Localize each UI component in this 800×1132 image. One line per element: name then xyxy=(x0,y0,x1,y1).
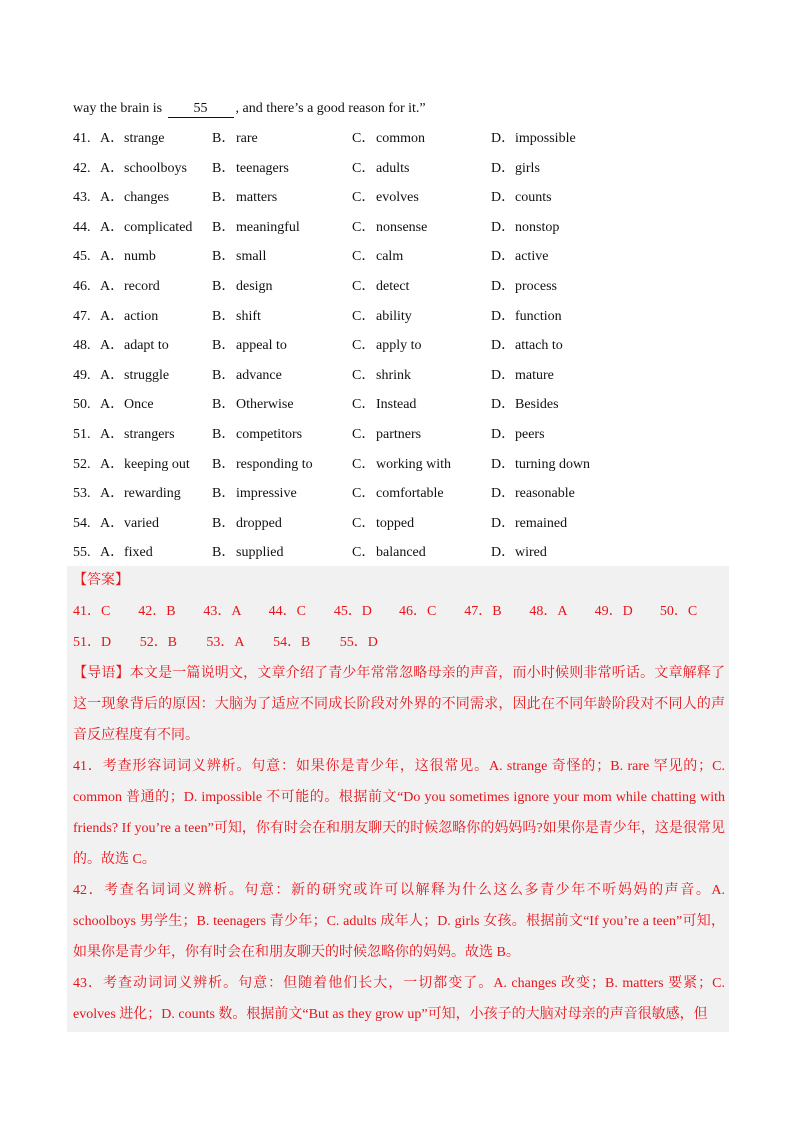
option-c xyxy=(352,361,491,391)
option-text: working with xyxy=(376,456,452,472)
option-text: shrink xyxy=(376,367,411,383)
option-text: meaningful xyxy=(236,219,300,235)
option-letter: C． xyxy=(352,545,376,561)
option-letter: D． xyxy=(491,338,516,354)
option-letter: B． xyxy=(212,278,236,294)
question-row xyxy=(73,183,729,213)
question-number: 47. xyxy=(73,308,91,324)
option-text: function xyxy=(515,308,562,324)
option-a xyxy=(100,509,212,539)
question-number: 49. xyxy=(73,367,91,383)
question-number: 44. xyxy=(73,219,91,235)
question-row xyxy=(73,331,729,361)
option-text: strange xyxy=(124,131,165,146)
option-c xyxy=(352,390,491,420)
option-letter: D． xyxy=(491,308,516,324)
question-number: 55. xyxy=(73,545,91,561)
question-section xyxy=(73,94,729,568)
option-d xyxy=(491,183,611,213)
question-number: 52. xyxy=(73,456,91,472)
answer-item: 53．A xyxy=(206,635,245,650)
option-letter: C． xyxy=(352,249,376,265)
option-d xyxy=(491,124,611,154)
option-letter: D． xyxy=(491,545,516,561)
answer-item: 43．A xyxy=(203,604,242,619)
question-row xyxy=(73,213,729,243)
option-letter: B． xyxy=(212,190,236,206)
option-a xyxy=(100,538,212,568)
option-letter: C． xyxy=(352,131,376,146)
option-a xyxy=(100,420,212,450)
explanation-42: 42．考查名词词义辨析。句意：新的研究或许可以解释为什么这么多青少年不听妈妈的声音。A. schoolboys 男学生；B. teenagers 青少年；C. adults 成年人；D. girls 女孩。根据前文“If you’re a teen”可知，如果你是青少年，你有时会在和朋友聊天的时候忽略你的妈妈。故选 B。 xyxy=(73,883,725,960)
option-text: Otherwise xyxy=(236,397,294,413)
option-text: action xyxy=(124,308,159,324)
option-d xyxy=(491,213,611,243)
option-letter: A． xyxy=(100,486,125,502)
option-text: reasonable xyxy=(515,486,575,502)
option-text: matters xyxy=(236,190,278,206)
option-letter: D． xyxy=(491,131,516,146)
option-letter: A． xyxy=(100,308,125,324)
option-c xyxy=(352,509,491,539)
option-text: attach to xyxy=(515,338,563,354)
option-c xyxy=(352,450,491,480)
option-letter: C． xyxy=(352,456,376,472)
option-text: counts xyxy=(515,190,552,206)
option-a xyxy=(100,331,212,361)
intro-text-after: , and there’s a good reason for it.” xyxy=(235,101,426,116)
option-text: balanced xyxy=(376,545,426,561)
option-letter: B． xyxy=(212,308,236,324)
question-number: 53. xyxy=(73,486,91,502)
option-text: adults xyxy=(376,160,410,176)
option-b xyxy=(212,361,352,391)
option-text: ability xyxy=(376,308,412,324)
blank-55: 55 xyxy=(168,101,234,118)
option-a xyxy=(100,154,212,184)
option-text: complicated xyxy=(124,219,193,235)
option-text: mature xyxy=(515,367,554,383)
option-d xyxy=(491,361,611,391)
option-text: teenagers xyxy=(236,160,289,176)
option-text: remained xyxy=(515,515,568,531)
option-b xyxy=(212,213,352,243)
option-text: impressive xyxy=(236,486,297,502)
option-letter: C． xyxy=(352,219,376,235)
option-c xyxy=(352,183,491,213)
guide-paragraph: 【导语】本文是一篇说明文，文章介绍了青少年常常忽略母亲的声音，而小时候则非常听话。文章解释了这一现象背后的原因：大脑为了适应不同成长阶段对外界的不同需求，因此在不同年龄阶段对不同人的声音反应程度有不同。 xyxy=(73,666,725,743)
option-a xyxy=(100,390,212,420)
option-c xyxy=(352,124,491,154)
option-letter: B． xyxy=(212,338,236,354)
option-letter: B． xyxy=(212,426,236,442)
option-a xyxy=(100,302,212,332)
option-letter: B． xyxy=(212,397,236,413)
question-number: 54. xyxy=(73,515,91,531)
option-letter: B． xyxy=(212,160,236,176)
option-text: adapt to xyxy=(124,338,169,354)
option-letter: D． xyxy=(491,249,516,265)
option-letter: A． xyxy=(100,278,125,294)
option-letter: D． xyxy=(491,456,516,472)
question-number: 42. xyxy=(73,160,91,176)
option-a xyxy=(100,361,212,391)
option-text: nonsense xyxy=(376,219,428,235)
option-text: apply to xyxy=(376,338,422,354)
option-letter: B． xyxy=(212,486,236,502)
option-c xyxy=(352,242,491,272)
question-row xyxy=(73,272,729,302)
question-row xyxy=(73,538,729,568)
answer-item: 52．B xyxy=(139,635,178,650)
answer-heading: 【答案】 xyxy=(73,573,129,588)
option-letter: B． xyxy=(212,219,236,235)
option-text: design xyxy=(236,278,273,294)
option-c xyxy=(352,154,491,184)
option-text: rare xyxy=(236,131,258,146)
option-b xyxy=(212,479,352,509)
option-a xyxy=(100,242,212,272)
question-row xyxy=(73,450,729,480)
option-letter: A． xyxy=(100,338,125,354)
option-text: common xyxy=(376,131,425,146)
option-letter: A． xyxy=(100,456,125,472)
option-text: nonstop xyxy=(515,219,560,235)
answer-item: 54．B xyxy=(273,635,311,650)
option-b xyxy=(212,390,352,420)
question-row xyxy=(73,361,729,391)
option-letter: C． xyxy=(352,338,376,354)
question-row xyxy=(73,242,729,272)
answer-item: 44．C xyxy=(268,604,306,619)
option-letter: A． xyxy=(100,545,125,561)
option-letter: B． xyxy=(212,367,236,383)
option-text: struggle xyxy=(124,367,170,383)
question-number: 43. xyxy=(73,190,91,206)
question-number: 51. xyxy=(73,426,91,442)
option-text: appeal to xyxy=(236,338,287,354)
option-letter: B． xyxy=(212,131,236,146)
option-letter: A． xyxy=(100,249,125,265)
option-d xyxy=(491,509,611,539)
option-text: Besides xyxy=(515,397,559,413)
option-letter: D． xyxy=(491,397,516,413)
answer-item: 48．A xyxy=(529,604,568,619)
option-c xyxy=(352,479,491,509)
option-letter: C． xyxy=(352,160,376,176)
option-letter: A． xyxy=(100,397,125,413)
option-text: wired xyxy=(515,545,547,561)
option-text: schoolboys xyxy=(124,160,187,176)
option-b xyxy=(212,509,352,539)
option-text: dropped xyxy=(236,515,282,531)
option-letter: A． xyxy=(100,426,125,442)
intro-line xyxy=(73,94,729,124)
option-c xyxy=(352,420,491,450)
option-text: active xyxy=(515,249,549,265)
answer-row-1 xyxy=(73,596,725,627)
answer-item: 51．D xyxy=(73,635,112,650)
option-d xyxy=(491,390,611,420)
option-a xyxy=(100,479,212,509)
option-letter: C． xyxy=(352,190,376,206)
option-text: advance xyxy=(236,367,282,383)
answer-item: 42．B xyxy=(138,604,176,619)
option-d xyxy=(491,242,611,272)
option-b xyxy=(212,420,352,450)
option-letter: A． xyxy=(100,160,125,176)
question-row xyxy=(73,154,729,184)
option-b xyxy=(212,183,352,213)
option-a xyxy=(100,450,212,480)
answer-item: 47．B xyxy=(464,604,502,619)
question-list xyxy=(73,124,729,568)
option-text: rewarding xyxy=(124,486,181,502)
option-a xyxy=(100,213,212,243)
option-letter: D． xyxy=(491,367,516,383)
question-number: 46. xyxy=(73,278,91,294)
explanation-43: 43．考查动词词义辨析。句意：但随着他们长大，一切都变了。A. changes 改变；B. matters 要紧；C. evolves 进化；D. counts 数。根据前文“But as they grow up”可知，小孩子的大脑对母亲的声音很敏感，但 xyxy=(73,976,725,1022)
option-letter: C． xyxy=(352,515,376,531)
option-d xyxy=(491,420,611,450)
option-letter: C． xyxy=(352,397,376,413)
option-text: changes xyxy=(124,190,170,206)
option-letter: B． xyxy=(212,515,236,531)
option-text: process xyxy=(515,278,557,294)
option-text: Once xyxy=(124,397,154,413)
option-d xyxy=(491,272,611,302)
question-row xyxy=(73,390,729,420)
option-d xyxy=(491,450,611,480)
answer-item: 46．C xyxy=(399,604,437,619)
option-letter: C． xyxy=(352,308,376,324)
option-letter: D． xyxy=(491,219,516,235)
answer-item: 45．D xyxy=(333,604,372,619)
option-a xyxy=(100,272,212,302)
question-number: 50. xyxy=(73,397,91,413)
option-text: shift xyxy=(236,308,261,324)
option-b xyxy=(212,450,352,480)
option-text: competitors xyxy=(236,426,303,442)
option-letter: A． xyxy=(100,131,125,146)
option-text: calm xyxy=(376,249,404,265)
question-number: 41. xyxy=(73,131,91,146)
option-text: fixed xyxy=(124,545,153,561)
explanation-41: 41．考查形容词词义辨析。句意：如果你是青少年，这很常见。A. strange 奇怪的；B. rare 罕见的；C. common 普通的；D. impossible 不可能的。根据前文“Do you sometimes ignore your mom while chatting with friends? If you’re a teen”可知，你有时会在和朋友聊天的时候忽略你的妈妈吗?如果你是青少年，这是很常见的。故选 C。 xyxy=(73,759,725,867)
option-b xyxy=(212,538,352,568)
option-text: impossible xyxy=(515,131,576,146)
option-letter: C． xyxy=(352,426,376,442)
option-text: varied xyxy=(124,515,159,531)
option-text: girls xyxy=(515,160,540,176)
option-letter: D． xyxy=(491,278,516,294)
option-a xyxy=(100,124,212,154)
option-text: peers xyxy=(515,426,545,442)
option-c xyxy=(352,272,491,302)
option-text: detect xyxy=(376,278,410,294)
option-letter: D． xyxy=(491,160,516,176)
option-text: strangers xyxy=(124,426,175,442)
answer-item: 41．C xyxy=(73,604,111,619)
option-c xyxy=(352,213,491,243)
option-text: topped xyxy=(376,515,415,531)
option-c xyxy=(352,331,491,361)
option-text: comfortable xyxy=(376,486,444,502)
option-letter: D． xyxy=(491,515,516,531)
question-number: 48. xyxy=(73,338,91,354)
option-text: partners xyxy=(376,426,422,442)
option-text: turning down xyxy=(515,456,591,472)
option-letter: A． xyxy=(100,367,125,383)
intro-text-before: way the brain is xyxy=(73,101,163,116)
option-d xyxy=(491,331,611,361)
option-letter: A． xyxy=(100,515,125,531)
option-c xyxy=(352,538,491,568)
answer-row-2 xyxy=(73,627,725,658)
option-text: numb xyxy=(124,249,156,265)
option-text: small xyxy=(236,249,267,265)
option-letter: B． xyxy=(212,545,236,561)
option-d xyxy=(491,479,611,509)
answer-item: 49．D xyxy=(594,604,633,619)
answer-item: 55．D xyxy=(339,635,378,650)
question-row xyxy=(73,420,729,450)
option-text: responding to xyxy=(236,456,313,472)
option-b xyxy=(212,272,352,302)
option-d xyxy=(491,154,611,184)
question-number: 45. xyxy=(73,249,91,265)
option-letter: A． xyxy=(100,190,125,206)
answer-box xyxy=(67,566,729,1032)
option-b xyxy=(212,124,352,154)
option-letter: B． xyxy=(212,249,236,265)
question-row xyxy=(73,302,729,332)
answer-item: 50．C xyxy=(659,604,698,619)
option-text: evolves xyxy=(376,190,419,206)
option-b xyxy=(212,154,352,184)
option-text: supplied xyxy=(236,545,284,561)
option-a xyxy=(100,183,212,213)
option-text: keeping out xyxy=(124,456,190,472)
question-row xyxy=(73,479,729,509)
option-text: record xyxy=(124,278,160,294)
question-row xyxy=(73,509,729,539)
option-b xyxy=(212,242,352,272)
option-letter: D． xyxy=(491,486,516,502)
option-text: Instead xyxy=(376,397,417,413)
option-letter: C． xyxy=(352,486,376,502)
option-letter: C． xyxy=(352,278,376,294)
option-c xyxy=(352,302,491,332)
option-letter: D． xyxy=(491,190,516,206)
question-row xyxy=(73,124,729,154)
option-d xyxy=(491,538,611,568)
option-b xyxy=(212,331,352,361)
option-letter: A． xyxy=(100,219,125,235)
option-letter: B． xyxy=(212,456,236,472)
option-letter: D． xyxy=(491,426,516,442)
option-b xyxy=(212,302,352,332)
option-letter: C． xyxy=(352,367,376,383)
option-d xyxy=(491,302,611,332)
